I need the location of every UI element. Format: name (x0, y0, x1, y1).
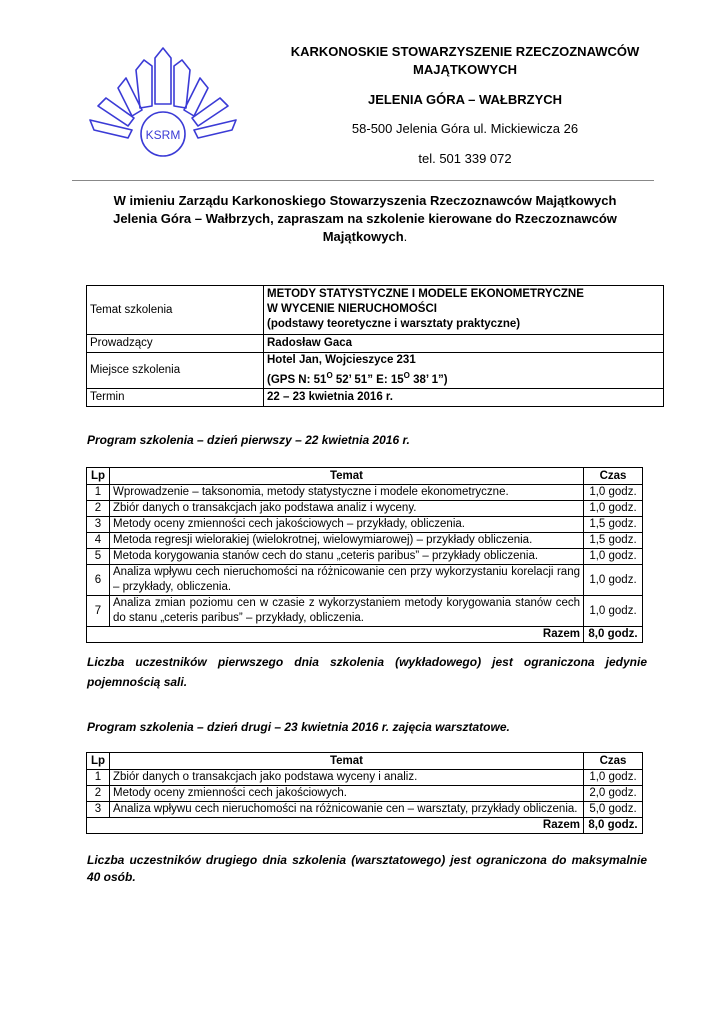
table-row: 6 Analiza wpływu cech nieruchomości na różnicowanie cen przy wykorzystaniu korelacji rang – przykłady, obliczenia. 1,0 godz. (87, 565, 643, 596)
total-value: 8,0 godz. (584, 627, 643, 643)
table-row: 5 Metoda korygowania stanów cech do stanu „ceteris paribus” – przykłady obliczenia. 1,0 godz. (87, 549, 643, 565)
place-value: Hotel Jan, Wojcieszyce 231 (GPS N: $51^O$ 52’ 51” E: $15^O$ 38’ 1”) (264, 353, 664, 389)
day2-heading: Program szkolenia – dzień drugi – 23 kwietnia 2016 r. zajęcia warsztatowe. (87, 720, 510, 734)
lead-label: Prowadzący (87, 335, 264, 353)
date-row (87, 389, 664, 407)
org-address: 58-500 Jelenia Góra ul. Mickiewicza 26 (351, 121, 579, 136)
topic-label: Temat szkolenia (87, 286, 264, 335)
total-label: Razem (87, 627, 584, 643)
invitation-line1: W imieniu Zarządu Karkonoskiego Stowarzyszenia Rzeczoznawców Majątkowych (113, 193, 617, 208)
table-row: 2 Zbiór danych o transakcjach jako podstawa analiz i wyceny. 1,0 godz. (87, 501, 643, 517)
ksrm-logo (88, 42, 238, 160)
lead-row (87, 335, 664, 353)
org-phone: tel. 501 339 072 (418, 151, 512, 166)
day2-program-table (86, 752, 643, 834)
table-row: 3 Metody oceny zmienności cech jakościowych – przykłady, obliczenia. 1,5 godz. (87, 517, 643, 533)
invitation-line2: Jelenia Góra – Wałbrzych, zapraszam na szkolenie kierowane do Rzeczoznawców (113, 211, 617, 226)
header-divider (72, 180, 654, 181)
place-label: Miejsce szkolenia (87, 353, 264, 389)
date-value: 22 – 23 kwietnia 2016 r. (264, 389, 664, 407)
day1-program-table (86, 467, 643, 643)
day1-heading: Program szkolenia – dzień pierwszy – 22 kwietnia 2016 r. (87, 433, 410, 447)
col-topic: Temat (110, 468, 584, 485)
total-label: Razem (87, 818, 584, 834)
col-time: Czas (584, 753, 643, 770)
topic-row (87, 286, 664, 335)
org-name-line1: KARKONOSKIE STOWARZYSZENIE RZECZOZNAWCÓW (290, 44, 640, 59)
invitation-text (90, 192, 640, 246)
day1-note: Liczba uczestników pierwszego dnia szkolenia (wykładowego) jest ograniczona jedynie pojemnością sali. (87, 655, 647, 689)
total-row (87, 818, 643, 834)
table-row: 4 Metoda regresji wielorakiej (wielokrotnej, wielowymiarowej) – przykłady obliczenia. 1,5 godz. (87, 533, 643, 549)
invitation-line3: Majątkowych. (322, 229, 408, 244)
col-topic: Temat (110, 753, 584, 770)
total-row (87, 627, 643, 643)
table-row: 3 Analiza wpływu cech nieruchomości na różnicowanie cen – warsztaty, przykłady obliczenia. 5,0 godz. (87, 802, 643, 818)
date-label: Termin (87, 389, 264, 407)
day2-note: Liczba uczestników drugiego dnia szkolenia (warsztatowego) jest ograniczona do maksymalnie 40 osób. (87, 853, 647, 884)
org-cities: JELENIA GÓRA – WAŁBRZYCH (367, 92, 563, 107)
total-value: 8,0 godz. (584, 818, 643, 834)
table-header-row (87, 468, 643, 485)
lead-value: Radosław Gaca (264, 335, 664, 353)
topic-value: METODY STATYSTYCZNE I MODELE EKONOMETRYCZNE W WYCENIE NIERUCHOMOŚCI (podstawy teoretyczne i warsztaty praktyczne) (264, 286, 664, 335)
table-row: 2 Metody oceny zmienności cech jakościowych. 2,0 godz. (87, 786, 643, 802)
col-time: Czas (584, 468, 643, 485)
col-lp: Lp (87, 468, 110, 485)
training-info-table (86, 285, 664, 407)
gps-coordinates: (GPS N: $51^O$ 52’ 51” E: $15^O$ 38’ 1”) (267, 371, 448, 386)
table-row: 1 Zbiór danych o transakcjach jako podstawa wyceny i analiz. 1,0 godz. (87, 770, 643, 786)
org-name-line2: MAJĄTKOWYCH (413, 62, 517, 77)
table-header-row (87, 753, 643, 770)
logo-text: KSRM (145, 128, 181, 142)
table-row: 7 Analiza zmian poziomu cen w czasie z wykorzystaniem metody korygowania stanów cech do stanu „ceteris paribus” – przykłady, obliczenia. 1,0 godz. (87, 596, 643, 627)
col-lp: Lp (87, 753, 110, 770)
place-row (87, 353, 664, 389)
table-row: 1 Wprowadzenie – taksonomia, metody statystyczne i modele ekonometryczne. 1,0 godz. (87, 485, 643, 501)
